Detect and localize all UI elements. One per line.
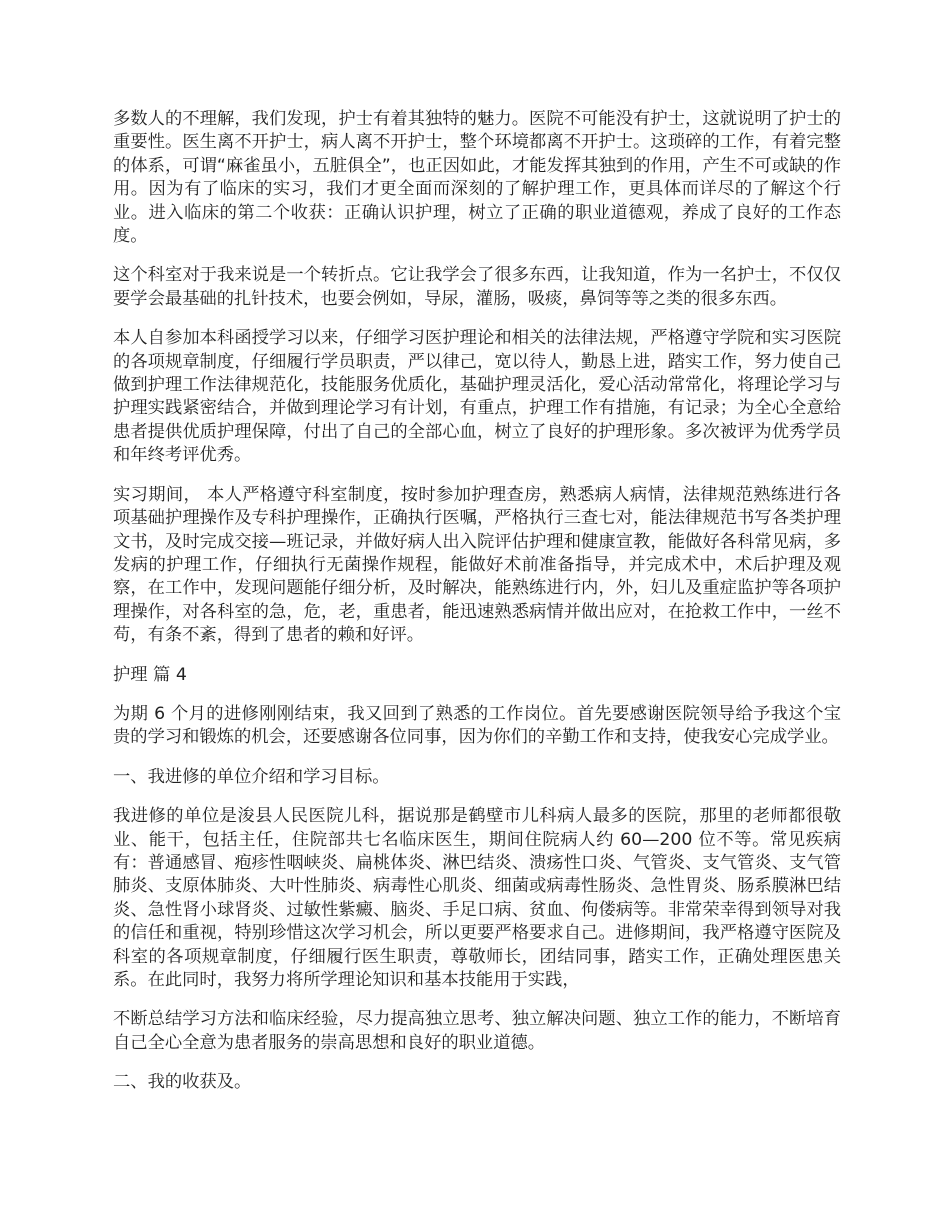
paragraph-turning-point: 这个科室对于我来说是一个转折点。它让我学会了很多东西，让我知道，作为一名护士，不仅仅要学会最基础的扎针技术，也要会例如，导尿，灌肠，吸痰，鼻饲等等之类的很多东西。 [113,265,841,309]
paragraph-internship-period: 实习期间， 本人严格遵守科室制度，按时参加护理查房，熟悉病人病情，法律规范熟练进行各项基础护理操作及专科护理操作，正确执行医嘱，严格执行三查七对，能法律规范书写各类护理文书，及时完成交接—班记录，并做好病人出入院评估护理和健康宣教，能做好各科常见病，多发病的护理工作，仔细执行无菌操作规程，能做好术前准备指导，并完成术中，术后护理及观察，在工作中，发现问题能仔细分析，及时解决，能熟练进行内，外，妇儿及重症监护等各项护理操作，对各科室的急，危，老，重患者，能迅速熟悉病情并做出应对，在抢救工作中，一丝不苟，有条不紊，得到了患者的赖和好评。 [113,484,841,646]
document-body [113,108,841,1111]
paragraph-training-ended: 为期 6 个月的进修刚刚结束，我又回到了熟悉的工作岗位。首先要感谢医院领导给予我这个宝贵的学习和锻炼的机会，还要感谢各位同事，因为你们的辛勤工作和支持，使我安心完成学业。 [113,703,841,748]
paragraph-nurse-charm: 多数人的不理解，我们发现，护士有着其独特的魅力。医院不可能没有护士，这就说明了护士的重要性。医生离不开护士，病人离不开护士，整个环境都离不开护士。这琐碎的工作，有着完整的体系，可谓“麻雀虽小，五脏俱全”，也正因如此，才能发挥其独到的作用，产生不可或缺的作用。因为有了临床的实习，我们才更全面而深刻的了解护理工作，更具体而详尽的了解这个行业。进入临床的第二个收获：正确认识护理，树立了正确的职业道德观，养成了良好的工作态度。 [113,109,841,247]
paragraph-training-unit: 我进修的单位是浚县人民医院儿科，据说那是鹤壁市儿科病人最多的医院，那里的老师都很敬业、能干，包括主任，住院部共七名临床医生，期间住院病人约 60—200 位不等。常见疾病有：普通感冒、疱疹性咽峡炎、扁桃体炎、淋巴结炎、溃疡性口炎、气管炎、支气管炎、支气管肺炎、支原体肺炎、大叶性肺炎、病毒性心肌炎、细菌或病毒性肠炎、急性胃炎、肠系膜淋巴结炎、急性肾小球肾炎、过敏性紫癜、脑炎、手足口病、贫血、佝偻病等。非常荣幸得到领导对我的信任和重视，特别珍惜这次学习机会，所以更要严格要求自己。进修期间，我严格遵守医院及科室的各项规章制度，仔细履行医生职责，尊敬师长，团结同事，踏实工作，正确处理医患关系。在此同时，我努力将所学理论知识和基本技能用于实践， [113,806,841,990]
section-heading-nursing-part-4: 护理 篇 4 [113,664,187,685]
paragraph-correspondence-study: 本人自参加本科函授学习以来，仔细学习医护理论和相关的法律法规，严格遵守学院和实习医院的各项规章制度，仔细履行学员职责，严以律己，宽以待人，勤恳上进，踏实工作，努力使自己做到护理工作法律规范化，技能服务优质化，基础护理灵活化，爱心活动常常化，将理论学习与护理实践紧密结合，并做到理论学习有计划，有重点，护理工作有措施，有记录；为全心全意给患者提供优质护理保障，付出了自己的全部心血，树立了良好的护理形象。多次被评为优秀学员和年终考评优秀。 [113,328,841,466]
section-heading-unit-intro: 一、我进修的单位介绍和学习目标。 [113,766,390,787]
section-heading-gains: 二、我的收获及。 [113,1072,252,1093]
paragraph-continuous-learning: 不断总结学习方法和临床经验，尽力提高独立思考、独立解决问题、独立工作的能力，不断培育自己全心全意为患者服务的崇高思想和良好的职业道德。 [113,1009,841,1053]
